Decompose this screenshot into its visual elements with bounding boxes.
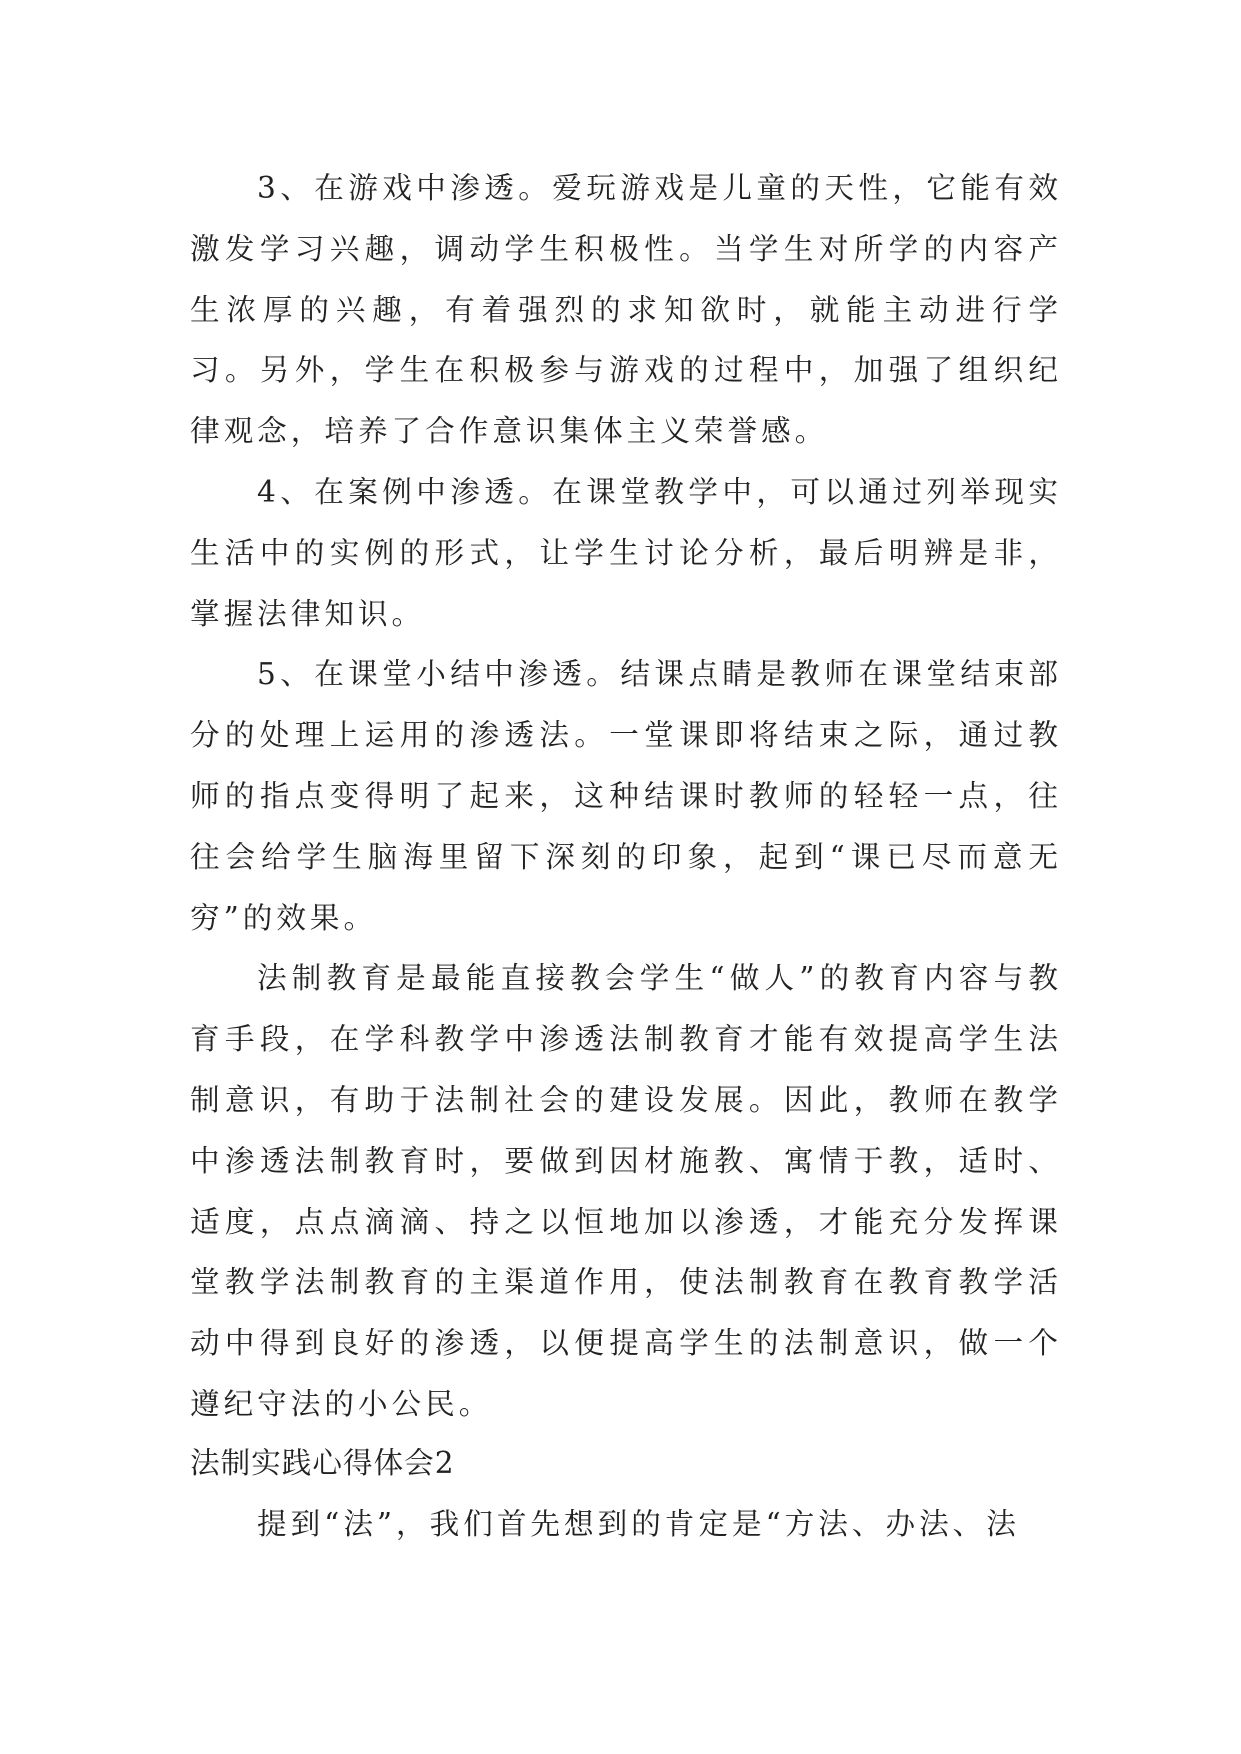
paragraph-game: 3、在游戏中渗透。爱玩游戏是儿童的天性，它能有效激发学习兴趣，调动学生积极性。当学生对所学的内容产生浓厚的兴趣，有着强烈的求知欲时，就能主动进行学习。另外，学生在积极参与游戏的过程中，加强了组织纪律观念，培养了合作意识集体主义荣誉感。 (190, 171, 1062, 449)
paragraph-conclusion: 法制教育是最能直接教会学生“做人”的教育内容与教育手段，在学科教学中渗透法制教育才能有效提高学生法制意识，有助于法制社会的建设发展。因此，教师在教学中渗透法制教育时，要做到因材施教、寓情于教，适时、适度，点点滴滴、持之以恒地加以渗透，才能充分发挥课堂教学法制教育的主渠道作用，使法制教育在教育教学活动中得到良好的渗透，以便提高学生的法制意识，做一个遵纪守法的小公民。 (190, 961, 1062, 1421)
paragraph-summary: 5、在课堂小结中渗透。结课点睛是教师在课堂结束部分的处理上运用的渗透法。一堂课即将结束之际，通过教师的指点变得明了起来，这种结课时教师的轻轻一点，往往会给学生脑海里留下深刻的印象，起到“课已尽而意无穷”的效果。 (190, 657, 1062, 935)
paragraph-intro: 提到“法”，我们首先想到的肯定是“方法、办法、法 (257, 1507, 1020, 1541)
paragraph-case: 4、在案例中渗透。在课堂教学中，可以通过列举现实生活中的实例的形式，让学生讨论分析，最后明辨是非，掌握法律知识。 (190, 474, 1062, 631)
section-heading: 法制实践心得体会2 (190, 1446, 455, 1480)
body-text (190, 158, 1062, 1435)
